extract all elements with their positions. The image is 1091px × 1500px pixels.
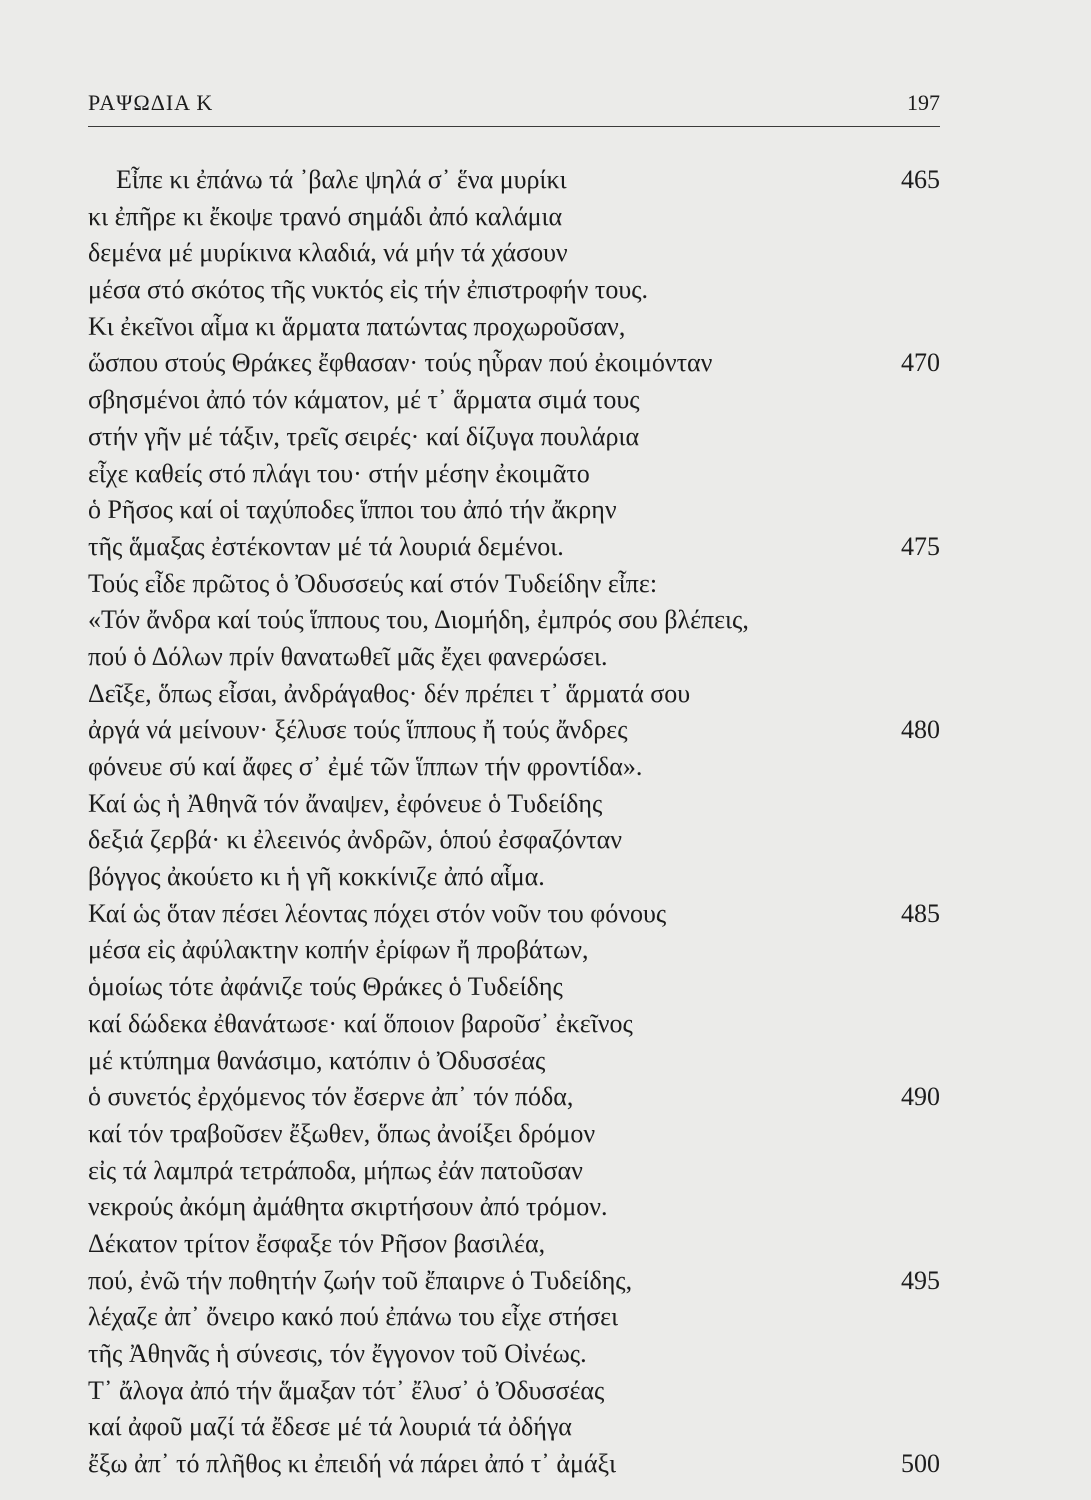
verse-text: Καί ὡς ὅταν πέσει λέοντας πόχει στόν νοῦν του φόνους [88, 898, 667, 928]
verse-text: τῆς Ἀθηνᾶς ἡ σύνεσις, τόν ἔγγονον τοῦ Οἰνέως. [88, 1339, 587, 1368]
verse-text: εἰς τά λαμπρά τετράποδα, μήπως ἐάν πατοῦσαν [88, 1155, 583, 1185]
verse-text: ἀργά νά μείνουν· ξέλυσε τούς ἵππους ἤ τούς ἄνδρες [88, 715, 628, 745]
verse-line [88, 1299, 940, 1336]
verse-text: Εἶπε κι ἐπάνω τά ᾽βαλε ψηλά σ᾽ ἕνα μυρίκι [116, 165, 567, 194]
verse-line [88, 969, 940, 1006]
verse-line [88, 529, 940, 566]
verse-line [88, 235, 940, 272]
verse-line [88, 1373, 940, 1410]
verse-text: ὁ συνετός ἐρχόμενος τόν ἔσερνε ἀπ᾽ τόν πόδα, [88, 1082, 574, 1112]
line-number: 490 [901, 1082, 940, 1112]
verse-text: τῆς ἅμαξας ἐστέκονταν μέ τά λουριά δεμένοι. [88, 531, 564, 561]
verse-text: μέ κτύπημα θανάσιμο, κατόπιν ὁ Ὀδυσσέας [88, 1045, 546, 1075]
verse-text: ὥσπου στούς Θράκες ἔφθασαν· τούς ηὗραν πού ἐκοιμόνταν [88, 348, 713, 378]
verse-line [88, 1336, 940, 1373]
line-number: 485 [901, 898, 940, 928]
verse-line [88, 456, 940, 493]
verse-text: νεκρούς ἀκόμη ἀμάθητα σκιρτήσουν ἀπό τρόμον. [88, 1192, 608, 1222]
verse-line [88, 1043, 940, 1080]
verse-line [88, 786, 940, 823]
verse-line [88, 1116, 940, 1153]
verse-text: δεξιά ζερβά· κι ἐλεεινός ἀνδρῶν, ὁπού ἐσφαζόνταν [88, 825, 622, 855]
verse-text: Δεῖξε, ὅπως εἶσαι, ἀνδράγαθος· δέν πρέπει τ᾽ ἅρματά σου [88, 678, 691, 708]
verse-line [88, 1079, 940, 1116]
verse-line [88, 859, 940, 896]
verse-text: στήν γῆν μέ τάξιν, τρεῖς σειρές· καί δίζυγα πουλάρια [88, 421, 640, 451]
line-number: 480 [901, 715, 940, 745]
verse-text: Δέκατον τρίτον ἔσφαξε τόν Ρῆσον βασιλέα, [88, 1228, 546, 1258]
verse-text: μέσα στό σκότος τῆς νυκτός εἰς τήν ἐπιστροφήν τους. [88, 275, 649, 305]
verse-text: πού, ἐνῶ τήν ποθητήν ζωήν τοῦ ἔπαιρνε ὁ Τυδείδης, [88, 1265, 633, 1295]
verse-text: φόνευε σύ καί ἄφες σ᾽ ἐμέ τῶν ἵππων τήν φροντίδα». [88, 752, 643, 781]
page-number: 197 [907, 90, 940, 115]
verse-line [88, 309, 940, 346]
verse-text: δεμένα μέ μυρίκινα κλαδιά, νά μήν τά χάσουν [88, 238, 568, 268]
verse-text: σβησμένοι ἀπό τόν κάματον, μέ τ᾽ ἅρματα σιμά τους [88, 385, 640, 415]
line-number: 495 [901, 1265, 940, 1295]
verse-text: πού ὁ Δόλων πρίν θανατωθεῖ μᾶς ἔχει φανερώσει. [88, 641, 608, 671]
verse-text: ἔξω ἀπ᾽ τό πλῆθος κι ἐπειδή νά πάρει ἀπό τ᾽ ἀμάξι [88, 1449, 617, 1479]
verse-text: μέσα εἰς ἀφύλακτην κοπήν ἐρίφων ἤ προβάτων, [88, 935, 589, 965]
verse-line [88, 932, 940, 969]
verse-line [88, 345, 940, 382]
verse-line [88, 602, 940, 639]
verse-line [88, 822, 940, 859]
verse-line [88, 1263, 940, 1300]
verse-text: Τούς εἶδε πρῶτος ὁ Ὀδυσσεύς καί στόν Τυδείδην εἶπε: [88, 568, 658, 598]
verse-text: καί ἀφοῦ μαζί τά ἔδεσε μέ τά λουριά τά ὀδήγα [88, 1412, 572, 1442]
line-number: 465 [901, 165, 940, 194]
verse-text: Καί ὡς ἡ Ἀθηνᾶ τόν ἄναψεν, ἐφόνευε ὁ Τυδείδης [88, 788, 603, 818]
verse-line [88, 382, 940, 419]
line-number: 500 [901, 1449, 940, 1479]
verse-line [88, 199, 940, 236]
verse-text: ὁ Ρῆσος καί οἱ ταχύποδες ἵπποι του ἀπό τήν ἄκρην [88, 495, 617, 525]
verse-text: «Τόν ἄνδρα καί τούς ἵππους του, Διομήδη, ἐμπρός σου βλέπεις, [88, 605, 749, 635]
verse-line [88, 749, 940, 786]
verse-line [88, 272, 940, 309]
verse-text: ὁμοίως τότε ἀφάνιζε τούς Θράκες ὁ Τυδείδης [88, 972, 563, 1002]
running-header [88, 90, 940, 120]
verse-line [88, 1446, 940, 1483]
verse-line [88, 492, 940, 529]
verse-line [88, 1409, 940, 1446]
verse-text: λέχαζε ἀπ᾽ ὄνειρο κακό πού ἐπάνω του εἶχε στήσει [88, 1302, 619, 1332]
verse-line [88, 1006, 940, 1043]
verse-text: κι ἐπῆρε κι ἔκοψε τρανό σημάδι ἀπό καλάμια [88, 201, 563, 231]
running-title: ΡΑΨΩΔΙΑ Κ [88, 90, 214, 115]
verse-line [88, 896, 940, 933]
verse-line [88, 566, 940, 603]
verse-line [88, 639, 940, 676]
verse-text: Τ᾽ ἄλογα ἀπό τήν ἅμαξαν τότ᾽ ἔλυσ᾽ ὁ Ὀδυσσέας [88, 1375, 605, 1405]
header-rule [88, 126, 940, 127]
verse-text: Κι ἐκεῖνοι αἷμα κι ἅρματα πατώντας προχωροῦσαν, [88, 311, 626, 341]
verse-line [88, 676, 940, 713]
verse-line [88, 712, 940, 749]
verse-text: εἶχε καθείς στό πλάγι του· στήν μέσην ἐκοιμᾶτο [88, 458, 590, 488]
verse-line [88, 419, 940, 456]
verse-line [88, 1226, 940, 1263]
verse-line [88, 162, 940, 199]
verse-text: βόγγος ἀκούετο κι ἡ γῆ κοκκίνιζε ἀπό αἷμα. [88, 862, 545, 892]
line-number: 475 [901, 531, 940, 561]
verse-list [88, 162, 940, 1483]
verse-text: καί δώδεκα ἐθανάτωσε· καί ὅποιον βαροῦσ᾽ ἐκεῖνος [88, 1008, 633, 1038]
verse-line [88, 1153, 940, 1190]
line-number: 470 [901, 348, 940, 378]
verse-line [88, 1189, 940, 1226]
verse-text: καί τόν τραβοῦσεν ἔξωθεν, ὅπως ἀνοίξει δρόμον [88, 1118, 596, 1148]
